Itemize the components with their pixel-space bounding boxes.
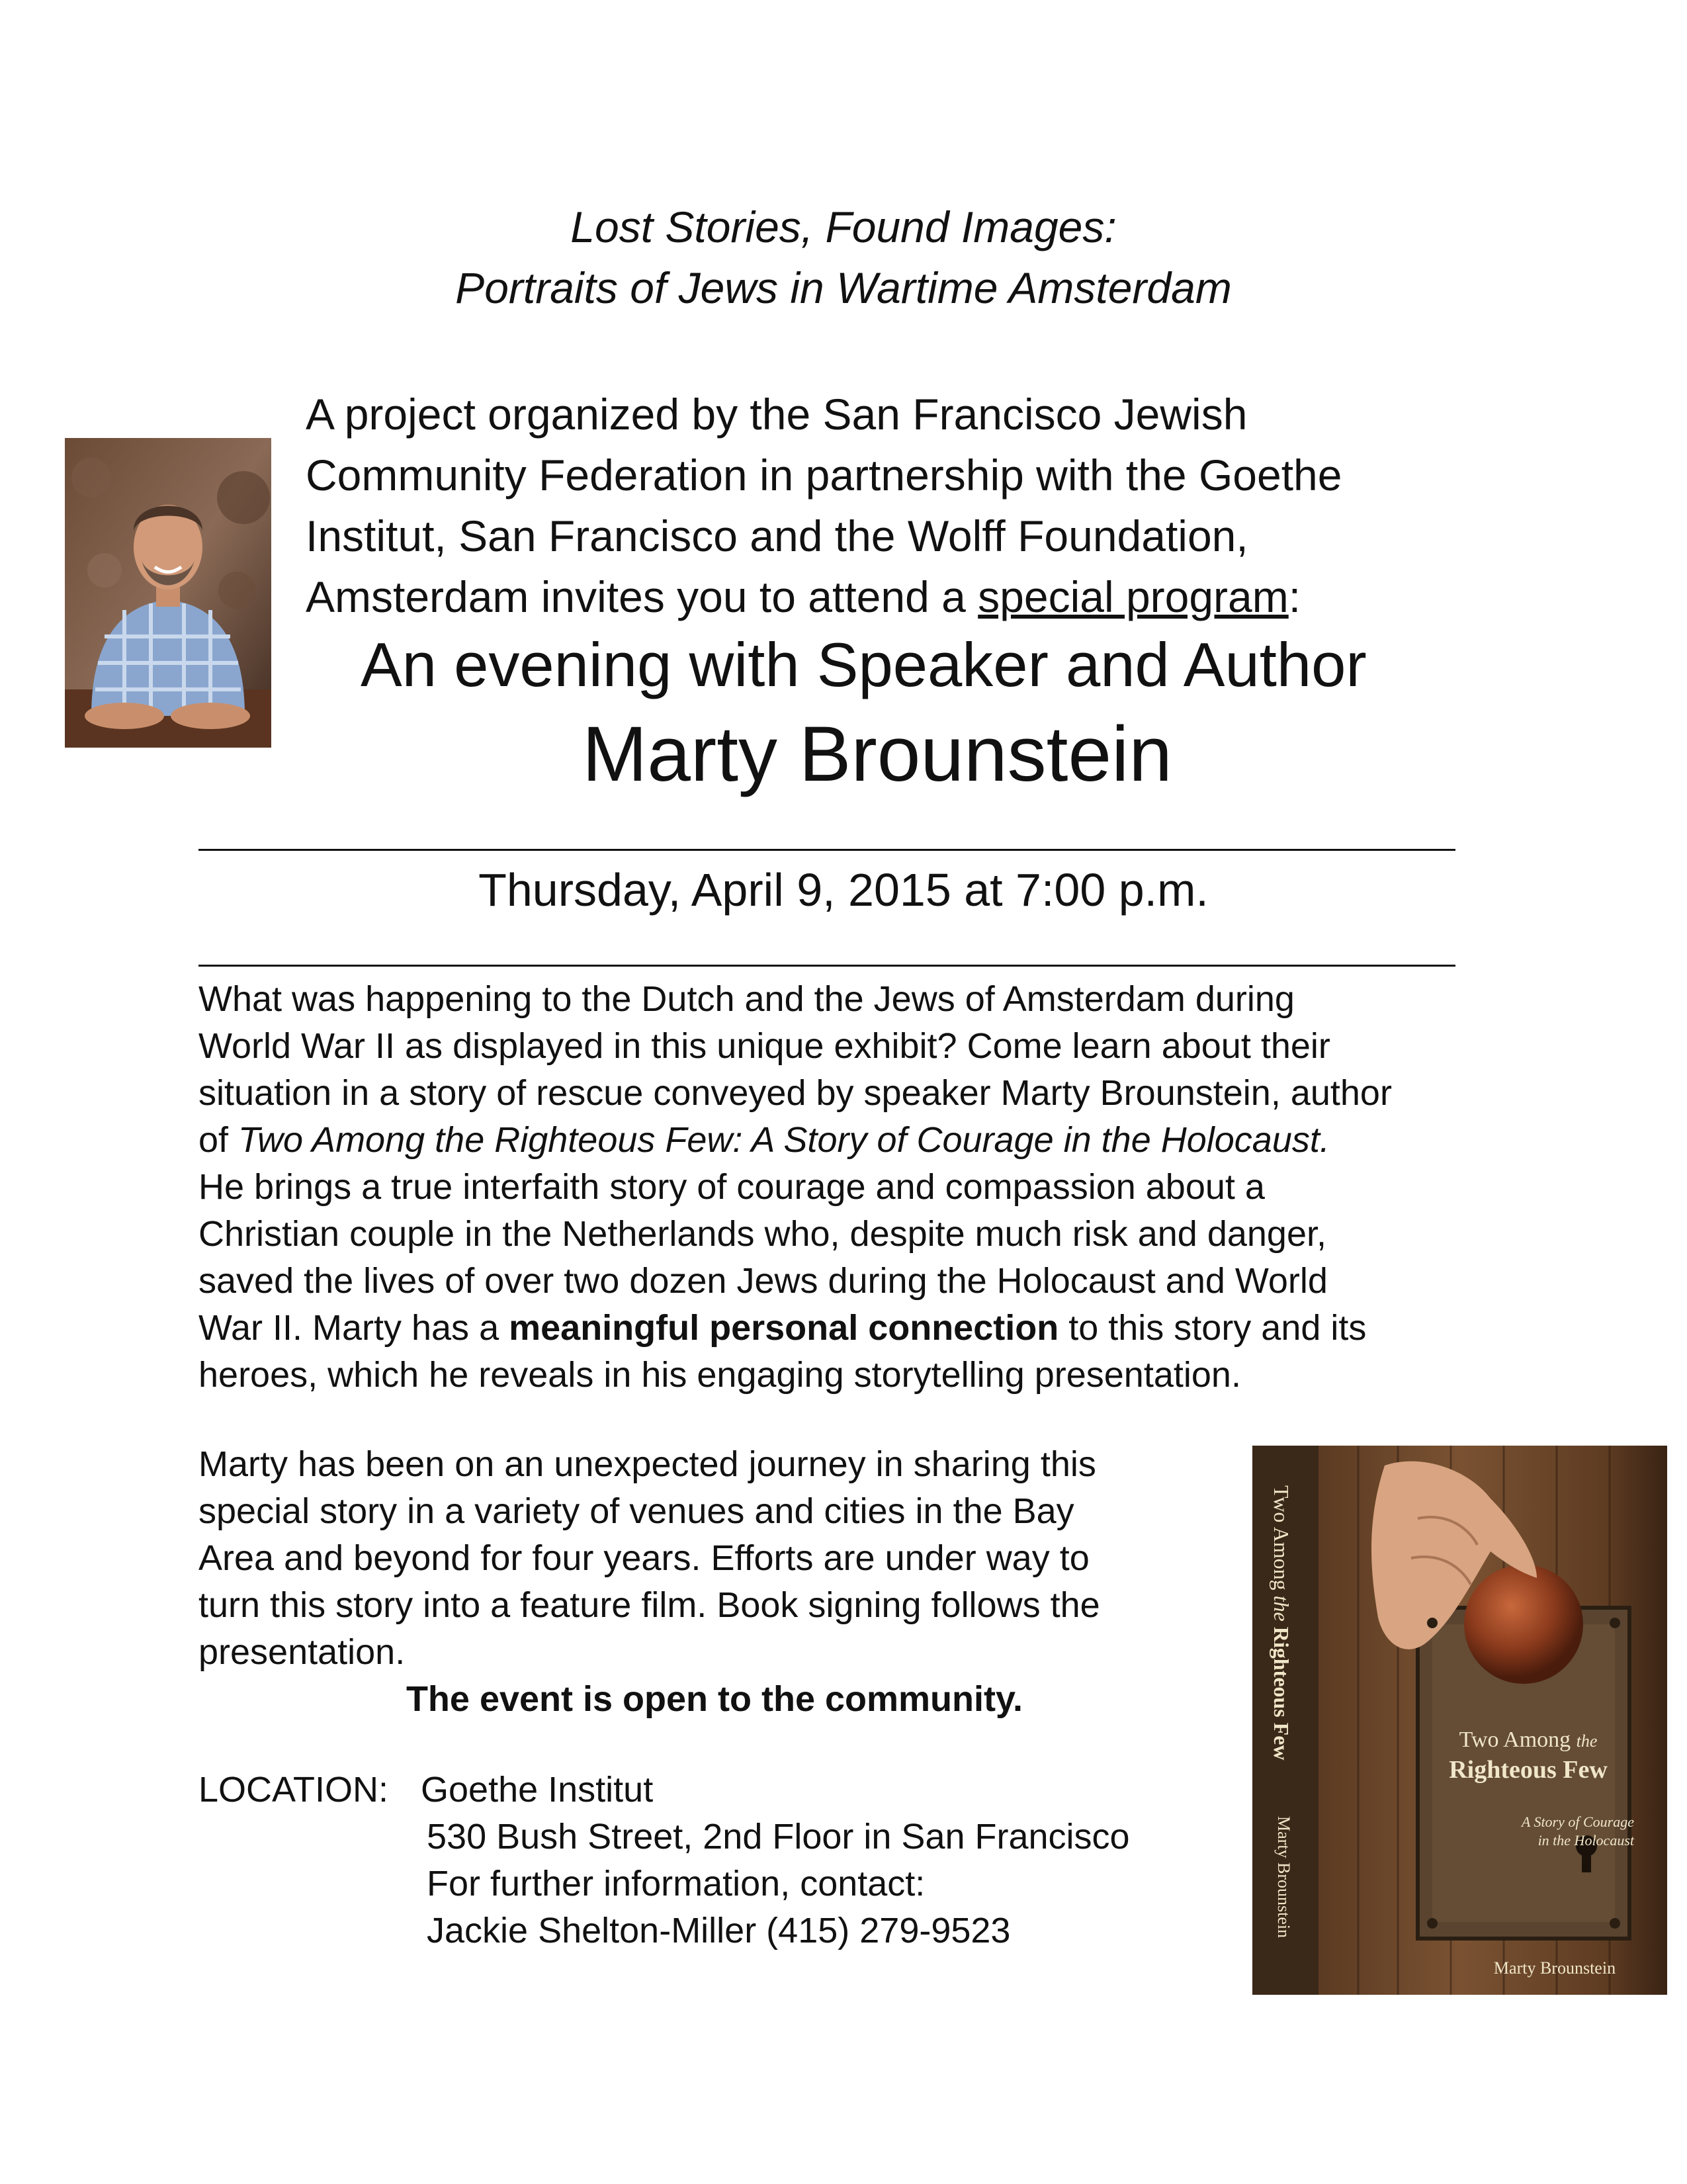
event-headline: An evening with Speaker and Author — [361, 630, 1367, 699]
description-line-4 — [198, 1117, 1489, 1164]
intro-line-4 — [306, 566, 1576, 627]
book-spine-title — [1269, 1485, 1293, 1761]
location-address: 530 Bush Street, 2nd Floor in San Francisco — [427, 1817, 1130, 1856]
description-line-8 — [198, 1305, 1489, 1352]
book-cover-title-main: Righteous Few — [1449, 1756, 1608, 1784]
description-line-1: What was happening to the Dutch and the Jews of Amsterdam during — [198, 979, 1295, 1019]
book-cover-title — [1396, 1727, 1661, 1785]
description-line-6: Christian couple in the Netherlands who, despite much risk and danger, — [198, 1214, 1326, 1254]
book-cover-subtitle-line-2: in the Holocaust — [1537, 1832, 1634, 1849]
location-venue: Goethe Institut — [421, 1770, 654, 1810]
intro-line-3: Institut, San Francisco and the Wolff Foundation, — [306, 511, 1248, 560]
description-line-7: saved the lives of over two dozen Jews during the Holocaust and World — [198, 1261, 1328, 1301]
book-spine-author: Marty Brounstein — [1274, 1816, 1293, 1939]
description-line-8-suffix: to this story and its — [1059, 1308, 1367, 1348]
personal-connection-text: meaningful personal connection — [509, 1308, 1059, 1348]
book-cover-subtitle — [1475, 1813, 1634, 1850]
divider-top — [198, 849, 1455, 851]
book-cover-title-line-1 — [1396, 1727, 1661, 1755]
description-line-2: World War II as displayed in this unique exhibit? Come learn about their — [198, 1026, 1330, 1066]
book-cover-image — [1252, 1446, 1667, 1995]
journey-line-2: special story in a variety of venues and cities in the Bay — [198, 1491, 1074, 1531]
intro-line-4-suffix: : — [1288, 572, 1301, 621]
description-line-5: He brings a true interfaith story of courage and compassion about a — [198, 1167, 1265, 1207]
event-datetime: Thursday, April 9, 2015 at 7:00 p.m. — [478, 864, 1209, 916]
description-line-4-prefix: of — [198, 1120, 239, 1160]
intro-line-1: A project organized by the San Francisco Jewish — [306, 390, 1248, 439]
book-cover-subtitle-line-1: A Story of Courage — [1521, 1813, 1634, 1830]
description-paragraph — [198, 976, 1489, 1399]
location-info: For further information, contact: — [427, 1864, 926, 1903]
spine-title-main: Righteous Few — [1270, 1626, 1293, 1761]
journey-line-4: turn this story into a feature film. Book signing follows the — [198, 1585, 1100, 1625]
journey-line-1: Marty has been on an unexpected journey in sharing this — [198, 1444, 1096, 1484]
open-notice: The event is open to the community. — [406, 1679, 1023, 1719]
description-line-8-prefix: War II. Marty has a — [198, 1308, 509, 1348]
description-line-9: heroes, which he reveals in his engaging storytelling presentation. — [198, 1355, 1241, 1395]
intro-paragraph — [306, 384, 1576, 627]
special-program-text: special program — [978, 572, 1289, 621]
book-cover-title-the: the — [1576, 1731, 1598, 1751]
book-cover-author: Marty Brounstein — [1493, 1958, 1616, 1978]
divider-bottom — [198, 965, 1455, 967]
spine-title-pre: Two Among — [1270, 1485, 1293, 1591]
intro-line-2: Community Federation in partnership with the Goethe — [306, 451, 1342, 500]
journey-line-3: Area and beyond for four years. Efforts are under way to — [198, 1538, 1090, 1578]
title-line-1: Lost Stories, Found Images: — [570, 202, 1117, 251]
location-contact: Jackie Shelton-Miller (415) 279-9523 — [427, 1911, 1011, 1950]
intro-line-4-prefix: Amsterdam invites you to attend a — [306, 572, 978, 621]
location-label: LOCATION: — [198, 1770, 389, 1810]
description-line-3: situation in a story of rescue conveyed by speaker Marty Brounstein, author — [198, 1073, 1392, 1113]
book-cover-title-pre: Two Among — [1459, 1727, 1571, 1752]
speaker-photo — [65, 438, 271, 748]
journey-line-5: presentation. — [198, 1632, 406, 1672]
speaker-name: Marty Brounstein — [582, 711, 1172, 798]
spine-title-the: the — [1270, 1595, 1293, 1622]
journey-paragraph — [198, 1441, 1231, 1676]
title-line-2: Portraits of Jews in Wartime Amsterdam — [455, 263, 1232, 312]
book-title-text: Two Among the Righteous Few: A Story of Courage in the Holocaust. — [238, 1120, 1330, 1160]
